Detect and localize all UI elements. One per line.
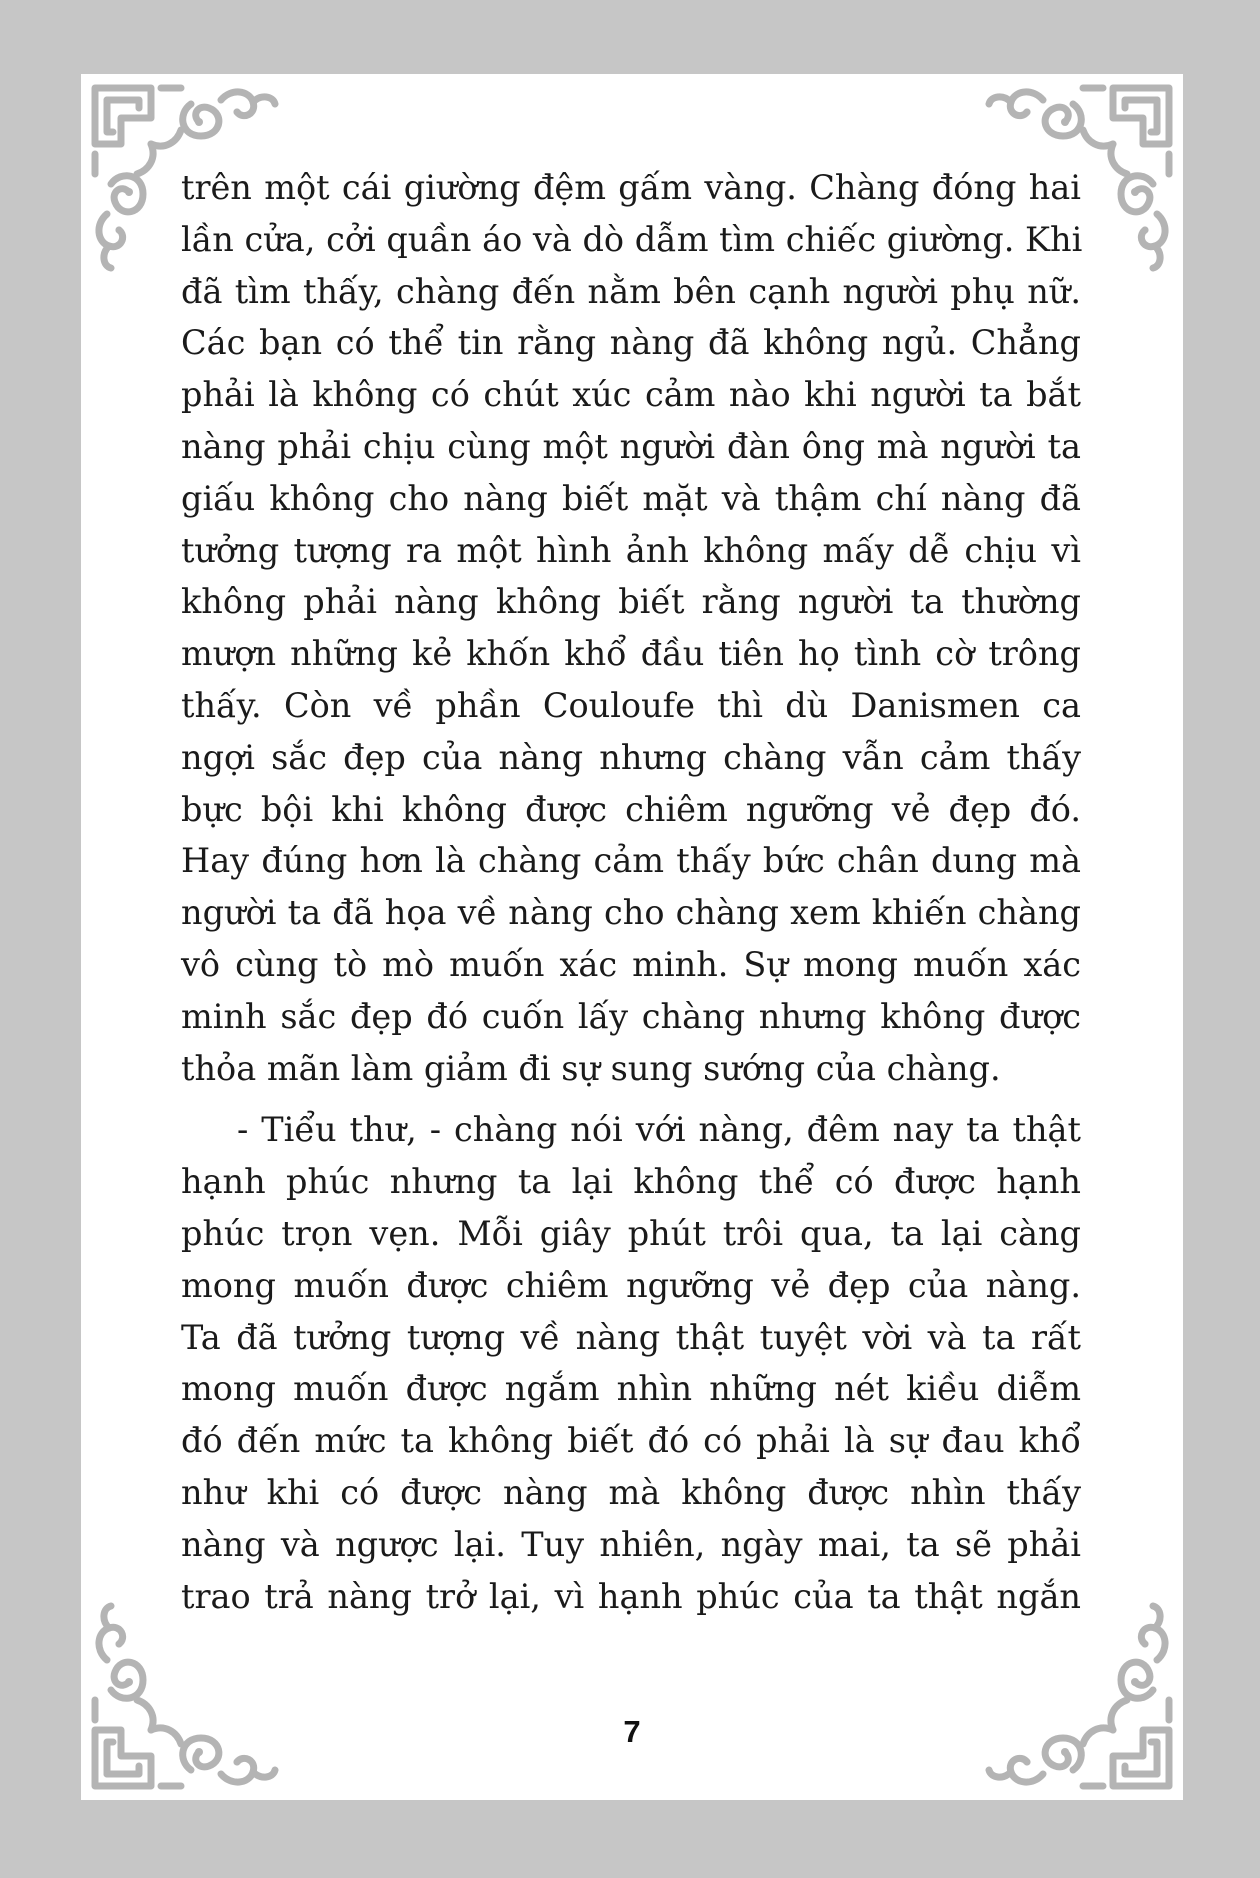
text-line: hạnh phúc nhưng ta lại không thể có được hạnh: [181, 1162, 1081, 1202]
text-line: lần cửa, cởi quần áo và dò dẫm tìm chiếc giường. Khi: [181, 219, 1083, 259]
text-line: thỏa mãn làm giảm đi sự sung sướng của chàng.: [181, 1048, 1001, 1088]
text-line: như khi có được nàng mà không được nhìn thấy: [181, 1472, 1081, 1512]
body-text: [181, 162, 1081, 1622]
text-line: ngợi sắc đẹp của nàng nhưng chàng vẫn cảm thấy: [181, 737, 1081, 777]
page-number: 7: [623, 1714, 641, 1749]
paragraph: [181, 162, 1081, 1094]
text-line: mong muốn được chiêm ngưỡng vẻ đẹp của nàng.: [181, 1265, 1081, 1305]
text-line: không phải nàng không biết rằng người ta thường: [181, 582, 1081, 622]
text-line: tưởng tượng ra một hình ảnh không mấy dễ chịu vì: [181, 530, 1081, 570]
text-line: mượn những kẻ khốn khổ đầu tiên họ tình cờ trông: [181, 634, 1081, 674]
text-line: trao trả nàng trở lại, vì hạnh phúc của ta thật ngắn: [181, 1576, 1081, 1616]
text-line: vô cùng tò mò muốn xác minh. Sự mong muốn xác: [181, 944, 1081, 984]
text-line: minh sắc đẹp đó cuốn lấy chàng nhưng không được: [181, 996, 1081, 1036]
book-page: [81, 74, 1183, 1800]
text-line: phúc trọn vẹn. Mỗi giây phút trôi qua, ta lại càng: [181, 1213, 1081, 1253]
text-line: đó đến mức ta không biết đó có phải là sự đau khổ: [181, 1421, 1081, 1461]
paragraph: [181, 1104, 1081, 1622]
text-line: giấu không cho nàng biết mặt và thậm chí nàng đã: [181, 478, 1081, 518]
corner-ornament-bottom-left: [81, 1600, 281, 1800]
text-line: người ta đã họa về nàng cho chàng xem khiến chàng: [181, 893, 1081, 933]
text-line: Các bạn có thể tin rằng nàng đã không ngủ. Chẳng: [181, 323, 1081, 363]
cloud-fret-corner-icon: [983, 1600, 1183, 1800]
text-line: bực bội khi không được chiêm ngưỡng vẻ đẹp đó.: [181, 789, 1081, 829]
text-line: nàng và ngược lại. Tuy nhiên, ngày mai, ta sẽ phải: [181, 1524, 1081, 1564]
text-line: Ta đã tưởng tượng về nàng thật tuyệt vời và ta rất: [181, 1317, 1081, 1357]
text-line: mong muốn được ngắm nhìn những nét kiều diễm: [181, 1369, 1081, 1409]
text-line: nàng phải chịu cùng một người đàn ông mà người ta: [181, 426, 1081, 466]
corner-ornament-bottom-right: [983, 1600, 1183, 1800]
text-line: trên một cái giường đệm gấm vàng. Chàng đóng hai: [181, 168, 1081, 207]
text-line: phải là không có chút xúc cảm nào khi người ta bắt: [181, 375, 1081, 415]
text-line: đã tìm thấy, chàng đến nằm bên cạnh người phụ nữ.: [181, 271, 1081, 311]
text-line: - Tiểu thư, - chàng nói với nàng, đêm nay ta thật: [237, 1110, 1081, 1150]
cloud-fret-corner-icon: [81, 1600, 281, 1800]
text-line: thấy. Còn về phần Couloufe thì dù Danismen ca: [181, 685, 1081, 725]
text-line: Hay đúng hơn là chàng cảm thấy bức chân dung mà: [181, 841, 1081, 881]
